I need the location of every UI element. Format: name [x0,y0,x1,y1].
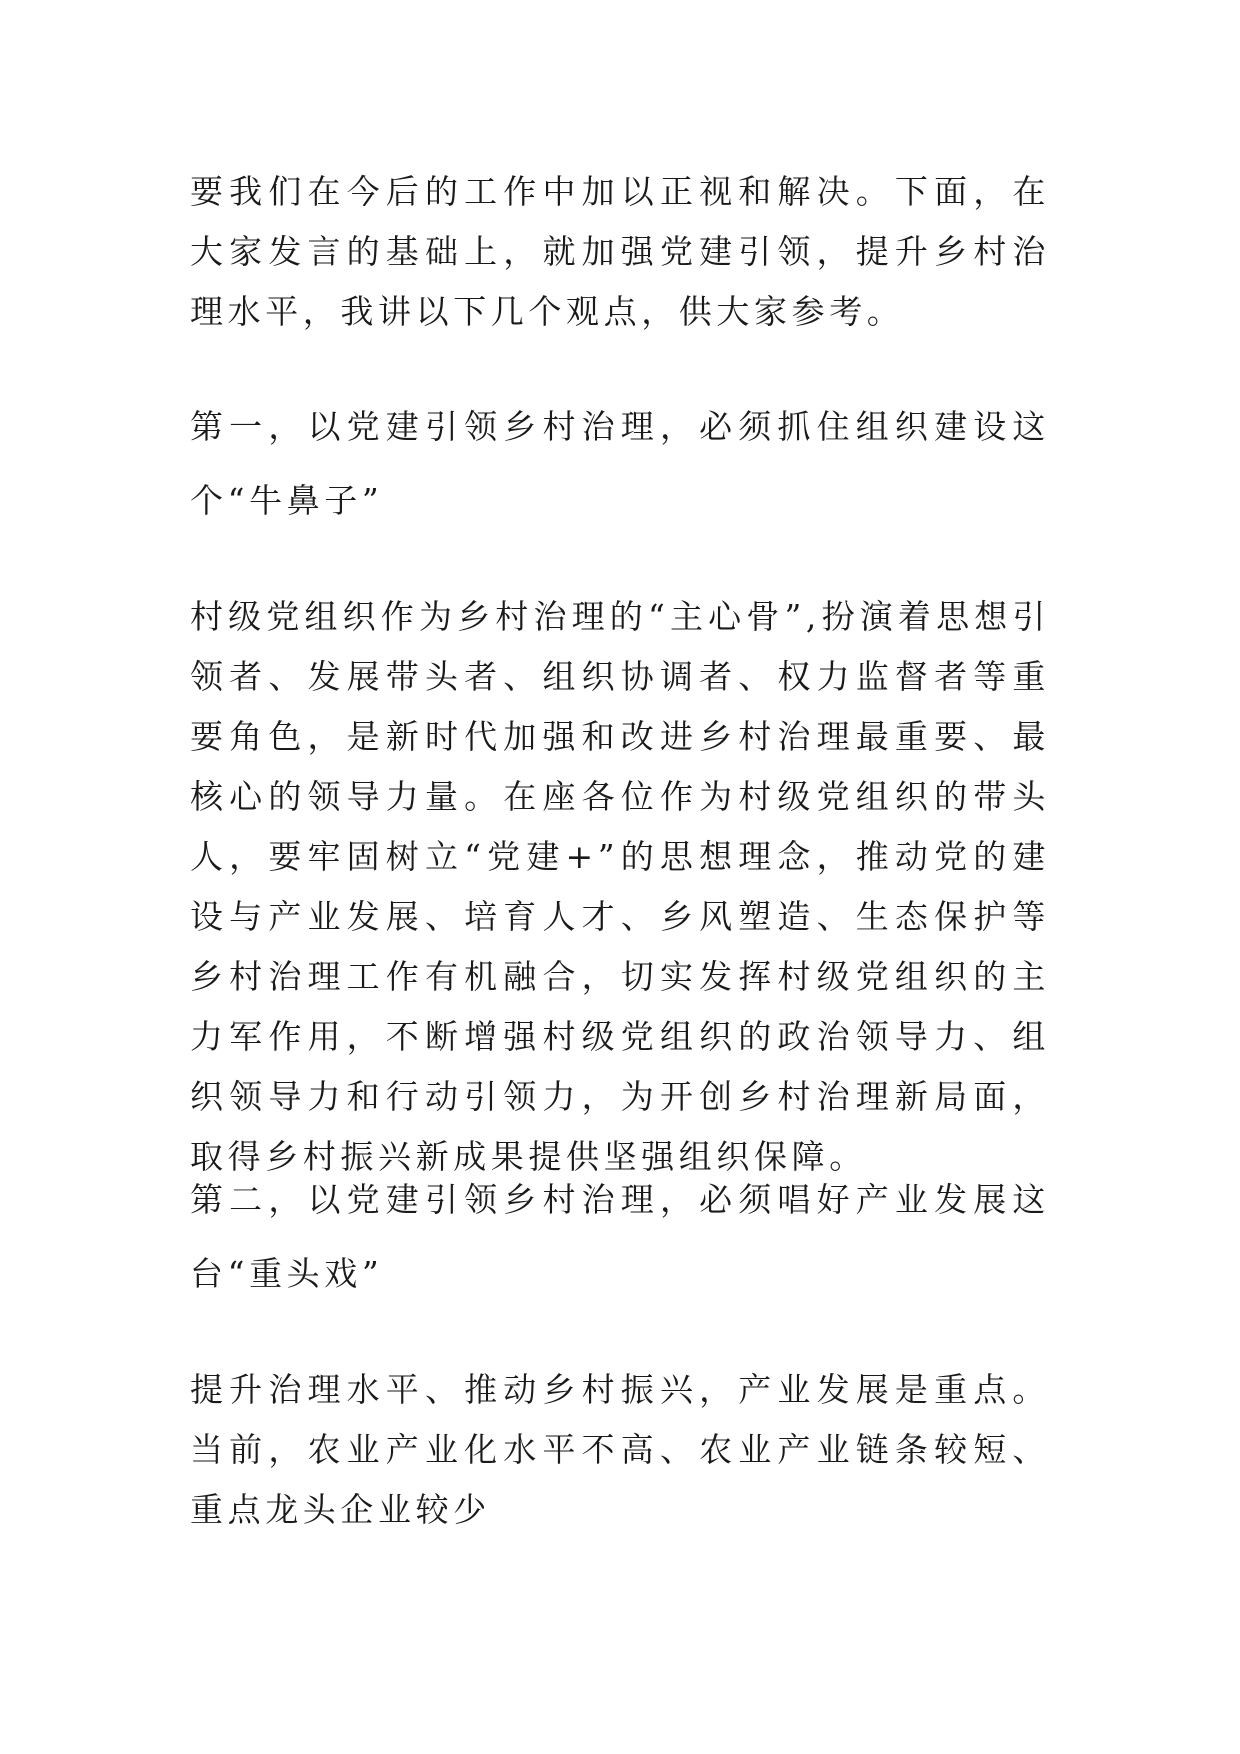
section-heading-two: 第二，以党建引领乡村治理，必须唱好产业发展这台“重头戏” [190,1180,1050,1293]
section-one-paragraph: 村级党组织作为乡村治理的“主心骨”,扮演着思想引领者、发展带头者、组织协调者、权力监督者等重要角色，是新时代加强和改进乡村治理最重要、最核心的领导力量。在座各位作为村级党组织的带头人，要牢固树立“党建+”的思想理念，推动党的建设与产业发展、培育人才、乡风塑造、生态保护等乡村治理工作有机融合，切实发挥村级党组织的主力军作用，不断增强村级党组织的政治领导力、组织领导力和行动引领力，为开创乡村治理新局面，取得乡村振兴新成果提供坚强组织保障。 [190,597,1050,1176]
section-heading-one: 第一，以党建引领乡村治理，必须抓住组织建设这个“牛鼻子” [190,407,1050,520]
section-two-paragraph: 提升治理水平、推动乡村振兴，产业发展是重点。当前，农业产业化水平不高、农业产业链条较短、重点龙头企业较少 [190,1370,1050,1529]
intro-paragraph: 要我们在今后的工作中加以正视和解决。下面，在大家发言的基础上，就加强党建引领，提升乡村治理水平，我讲以下几个观点，供大家参考。 [190,172,1050,331]
